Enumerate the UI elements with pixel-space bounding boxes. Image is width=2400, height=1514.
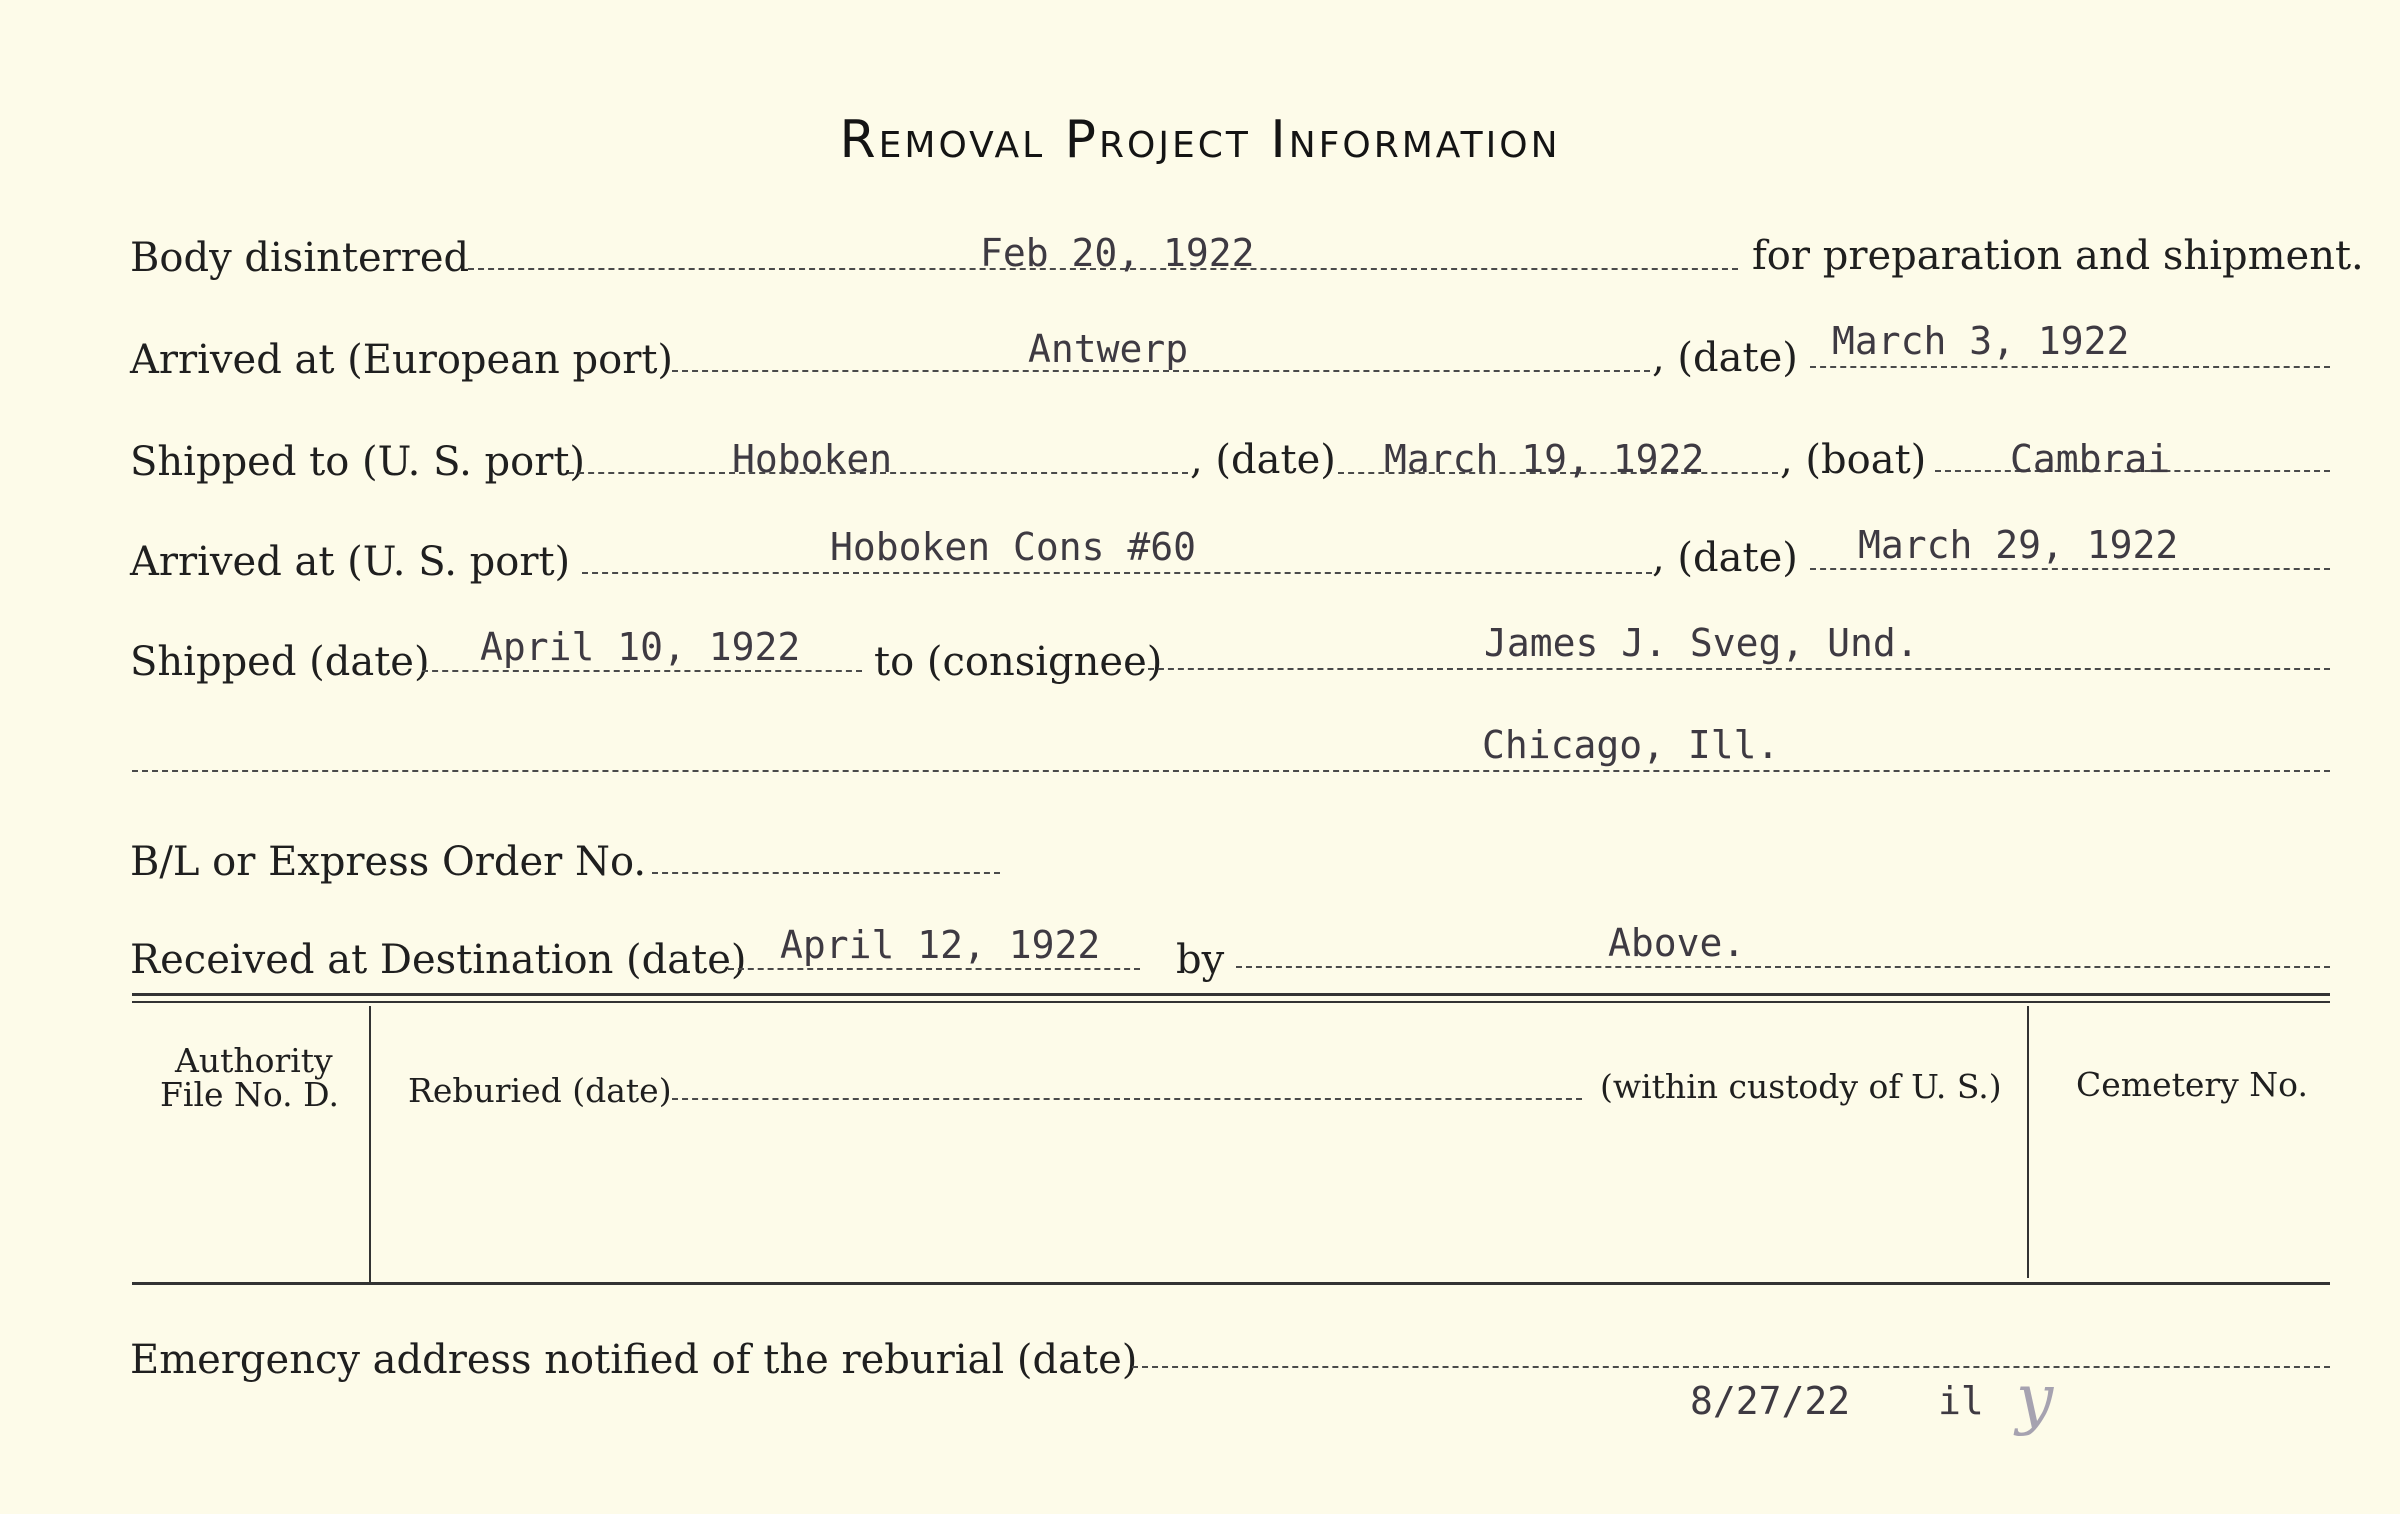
received-by-value: Above.: [1608, 921, 1746, 965]
shipped-us-port-label: Shipped to (U. S. port): [130, 439, 585, 485]
box-top-rule-lower: [132, 1001, 2330, 1003]
consignee-city: Chicago, Ill.: [1482, 723, 1780, 767]
box-divider-left: [369, 1006, 371, 1284]
received-date-line: [728, 968, 1140, 970]
bl-express-order-line: [652, 872, 1000, 874]
shipped-date-line-2: [422, 670, 862, 672]
authority-label: Authority: [175, 1041, 333, 1080]
reburied-label: Reburied (date): [408, 1071, 672, 1110]
arrived-us-date-label: , (date): [1652, 535, 1798, 581]
consignee-line: [1148, 668, 2330, 670]
box-bottom-rule: [132, 1282, 2330, 1285]
custody-label: (within custody of U. S.): [1600, 1067, 2002, 1106]
shipped-date-label-2: Shipped (date): [130, 639, 430, 685]
european-date-label: , (date): [1652, 335, 1798, 381]
consignee-label: to (consignee): [874, 639, 1163, 685]
reburied-line: [672, 1098, 1582, 1100]
european-arrival-date: March 3, 1922: [1832, 319, 2130, 363]
arrived-us-port-label: Arrived at (U. S. port): [130, 539, 571, 585]
received-date: April 12, 1922: [780, 923, 1101, 967]
boat-label: , (boat): [1780, 437, 1927, 483]
footer-date-stamp: 8/27/22: [1690, 1379, 1851, 1423]
emergency-notified-label: Emergency address notified of the reburial (date): [130, 1337, 1138, 1383]
handwritten-initials: y: [2016, 1360, 2054, 1437]
bl-express-order-label: B/L or Express Order No.: [130, 839, 647, 885]
cemetery-no-label: Cemetery No.: [2076, 1065, 2308, 1104]
body-disinterred-label: Body disinterred: [130, 235, 470, 281]
arrived-us-date-line: [1810, 568, 2330, 570]
box-top-rule-upper: [132, 993, 2330, 996]
footer-code: il: [1938, 1379, 1984, 1423]
received-destination-label: Received at Destination (date): [130, 937, 747, 983]
arrived-us-port-value: Hoboken Cons #60: [830, 525, 1197, 569]
preparation-shipment-text: for preparation and shipment.: [1752, 233, 2364, 279]
received-by-label: by: [1176, 937, 1225, 983]
european-date-line: [1810, 366, 2330, 368]
file-no-label: File No. D.: [160, 1075, 339, 1114]
form-title: Removal Project Information: [839, 110, 1561, 170]
us-port-value: Hoboken: [732, 437, 893, 481]
emergency-date-line: [1132, 1366, 2330, 1368]
arrived-us-port-line: [582, 572, 1652, 574]
arrived-us-date: March 29, 1922: [1858, 523, 2179, 567]
box-divider-right: [2027, 1006, 2029, 1278]
arrived-european-port-label: Arrived at (European port): [130, 337, 674, 383]
shipped-date-value: April 10, 1922: [480, 625, 801, 669]
consignee-name: James J. Sveg, Und.: [1484, 621, 1919, 665]
received-by-line: [1236, 966, 2330, 968]
shipped-us-date: March 19, 1922: [1384, 437, 1705, 481]
shipped-date-label: , (date): [1190, 437, 1336, 483]
consignee-address-line: [132, 770, 2330, 772]
body-disinterred-date: Feb 20, 1922: [980, 231, 1255, 275]
boat-name: Cambrai: [2010, 437, 2171, 481]
european-port-value: Antwerp: [1028, 327, 1189, 371]
